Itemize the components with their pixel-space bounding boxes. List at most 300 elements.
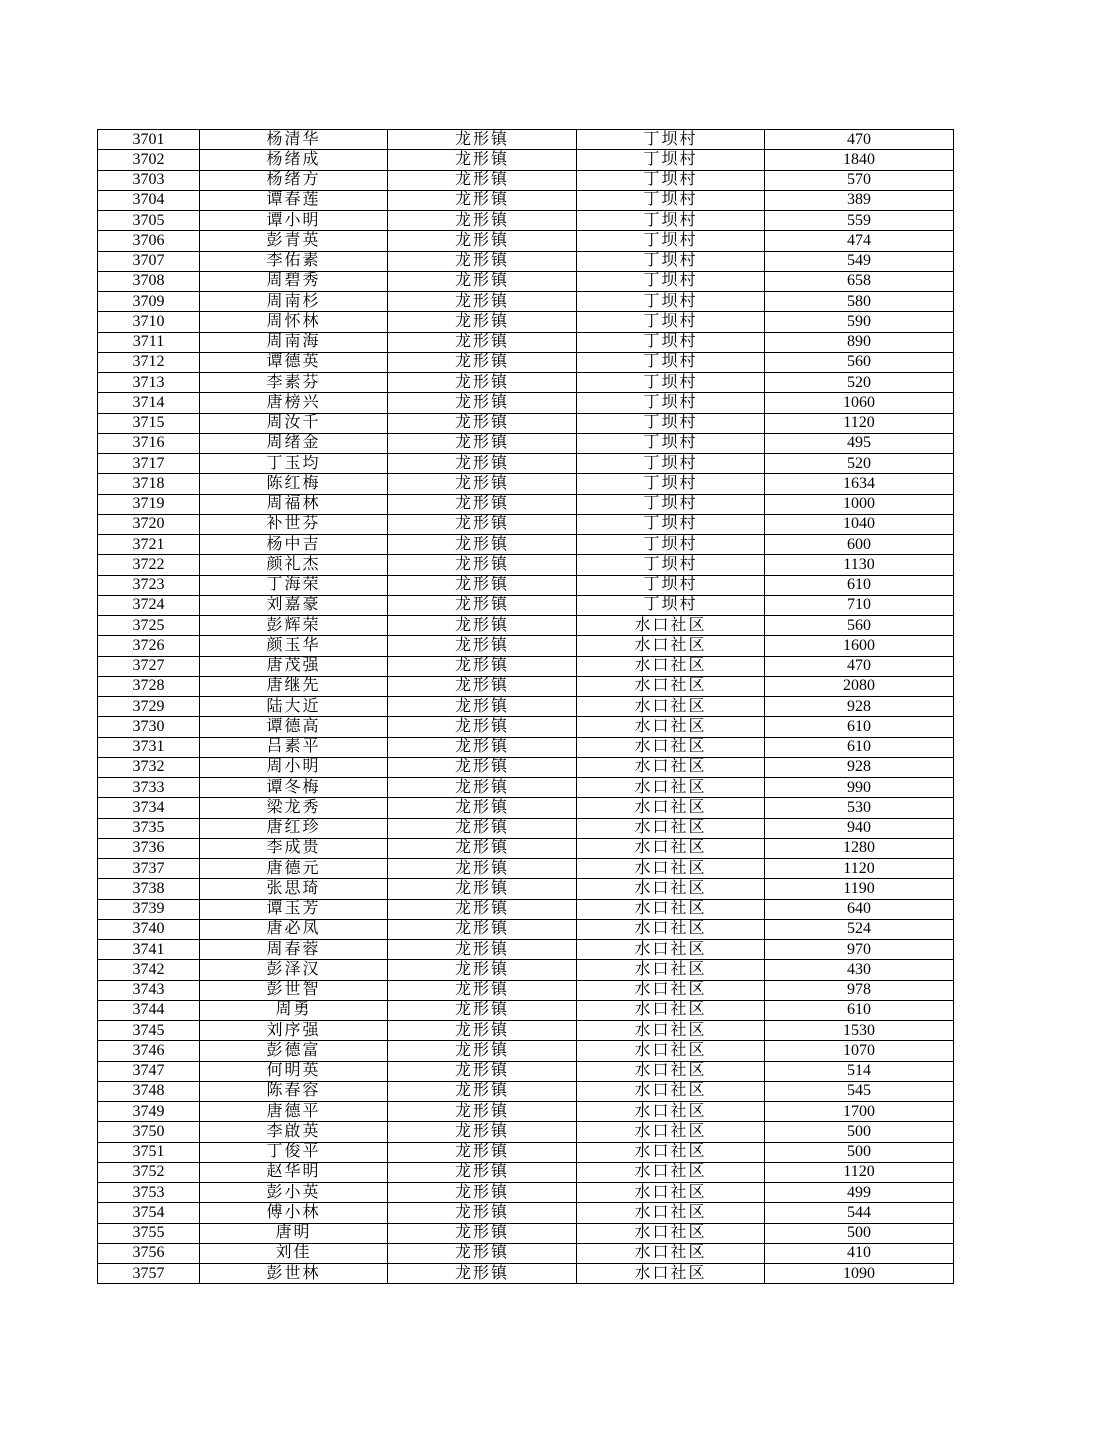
- cell-village: 丁坝村: [577, 352, 765, 372]
- cell-amount: 500: [765, 1142, 954, 1162]
- cell-amount: 1840: [765, 150, 954, 170]
- cell-village: 丁坝村: [577, 312, 765, 332]
- table-row: [98, 717, 954, 737]
- cell-id: 3704: [98, 190, 200, 210]
- cell-town: 龙形镇: [388, 1223, 577, 1243]
- cell-village: 水口社区: [577, 717, 765, 737]
- table-row: [98, 899, 954, 919]
- cell-village: 丁坝村: [577, 332, 765, 352]
- cell-amount: 1280: [765, 838, 954, 858]
- cell-amount: 559: [765, 211, 954, 231]
- cell-village: 水口社区: [577, 676, 765, 696]
- cell-village: 丁坝村: [577, 433, 765, 453]
- cell-town: 龙形镇: [388, 433, 577, 453]
- cell-town: 龙形镇: [388, 818, 577, 838]
- cell-village: 丁坝村: [577, 413, 765, 433]
- table-row: [98, 919, 954, 939]
- cell-id: 3724: [98, 595, 200, 615]
- cell-village: 水口社区: [577, 1142, 765, 1162]
- cell-town: 龙形镇: [388, 494, 577, 514]
- cell-name: 彭世林: [200, 1264, 388, 1284]
- cell-town: 龙形镇: [388, 373, 577, 393]
- cell-village: 水口社区: [577, 1203, 765, 1223]
- cell-id: 3739: [98, 899, 200, 919]
- cell-village: 水口社区: [577, 1061, 765, 1081]
- cell-amount: 549: [765, 251, 954, 271]
- cell-village: 丁坝村: [577, 150, 765, 170]
- cell-amount: 470: [765, 656, 954, 676]
- cell-town: 龙形镇: [388, 271, 577, 291]
- cell-village: 水口社区: [577, 838, 765, 858]
- table-row: [98, 838, 954, 858]
- table-row: [98, 1162, 954, 1182]
- cell-amount: 1090: [765, 1264, 954, 1284]
- cell-town: 龙形镇: [388, 960, 577, 980]
- cell-amount: 940: [765, 818, 954, 838]
- cell-village: 水口社区: [577, 899, 765, 919]
- cell-village: 水口社区: [577, 778, 765, 798]
- cell-village: 丁坝村: [577, 555, 765, 575]
- cell-id: 3727: [98, 656, 200, 676]
- cell-amount: 389: [765, 190, 954, 210]
- cell-id: 3735: [98, 818, 200, 838]
- cell-amount: 1700: [765, 1102, 954, 1122]
- table-row: [98, 150, 954, 170]
- cell-id: 3748: [98, 1081, 200, 1101]
- cell-town: 龙形镇: [388, 838, 577, 858]
- cell-id: 3702: [98, 150, 200, 170]
- table-row: [98, 211, 954, 231]
- cell-amount: 520: [765, 454, 954, 474]
- cell-town: 龙形镇: [388, 352, 577, 372]
- cell-name: 彭泽汉: [200, 960, 388, 980]
- cell-id: 3731: [98, 737, 200, 757]
- cell-village: 水口社区: [577, 818, 765, 838]
- cell-name: 刘序强: [200, 1021, 388, 1041]
- cell-amount: 560: [765, 616, 954, 636]
- cell-amount: 978: [765, 980, 954, 1000]
- cell-amount: 1060: [765, 393, 954, 413]
- cell-name: 丁玉均: [200, 454, 388, 474]
- cell-town: 龙形镇: [388, 1061, 577, 1081]
- cell-village: 水口社区: [577, 1264, 765, 1284]
- cell-town: 龙形镇: [388, 778, 577, 798]
- cell-village: 丁坝村: [577, 271, 765, 291]
- cell-id: 3738: [98, 879, 200, 899]
- cell-id: 3709: [98, 292, 200, 312]
- cell-id: 3725: [98, 616, 200, 636]
- cell-town: 龙形镇: [388, 1203, 577, 1223]
- cell-town: 龙形镇: [388, 474, 577, 494]
- cell-village: 丁坝村: [577, 393, 765, 413]
- table-row: [98, 393, 954, 413]
- cell-village: 丁坝村: [577, 535, 765, 555]
- table-row: [98, 1102, 954, 1122]
- cell-amount: 560: [765, 352, 954, 372]
- cell-amount: 1190: [765, 879, 954, 899]
- cell-village: 丁坝村: [577, 190, 765, 210]
- cell-id: 3701: [98, 130, 200, 150]
- cell-name: 颜礼杰: [200, 555, 388, 575]
- table-row: [98, 940, 954, 960]
- cell-name: 陆大近: [200, 697, 388, 717]
- cell-village: 水口社区: [577, 1102, 765, 1122]
- cell-name: 杨绪成: [200, 150, 388, 170]
- cell-id: 3729: [98, 697, 200, 717]
- cell-name: 周勇: [200, 1000, 388, 1020]
- cell-village: 水口社区: [577, 1081, 765, 1101]
- cell-amount: 430: [765, 960, 954, 980]
- cell-id: 3718: [98, 474, 200, 494]
- table-row: [98, 271, 954, 291]
- cell-amount: 1070: [765, 1041, 954, 1061]
- cell-town: 龙形镇: [388, 636, 577, 656]
- cell-amount: 1120: [765, 859, 954, 879]
- table-row: [98, 352, 954, 372]
- cell-village: 水口社区: [577, 697, 765, 717]
- cell-town: 龙形镇: [388, 656, 577, 676]
- table-body: [98, 130, 954, 1284]
- cell-town: 龙形镇: [388, 940, 577, 960]
- cell-id: 3717: [98, 454, 200, 474]
- cell-id: 3723: [98, 575, 200, 595]
- cell-village: 丁坝村: [577, 373, 765, 393]
- cell-amount: 610: [765, 1000, 954, 1020]
- table-row: [98, 1081, 954, 1101]
- cell-town: 龙形镇: [388, 737, 577, 757]
- cell-name: 傅小林: [200, 1203, 388, 1223]
- cell-name: 李成贵: [200, 838, 388, 858]
- cell-name: 彭辉荣: [200, 616, 388, 636]
- cell-amount: 890: [765, 332, 954, 352]
- cell-name: 唐德平: [200, 1102, 388, 1122]
- data-table: [97, 129, 954, 1284]
- cell-village: 水口社区: [577, 940, 765, 960]
- cell-amount: 610: [765, 737, 954, 757]
- cell-village: 水口社区: [577, 1041, 765, 1061]
- cell-village: 丁坝村: [577, 514, 765, 534]
- cell-id: 3747: [98, 1061, 200, 1081]
- cell-village: 丁坝村: [577, 454, 765, 474]
- cell-id: 3734: [98, 798, 200, 818]
- cell-name: 彭小英: [200, 1183, 388, 1203]
- table-row: [98, 433, 954, 453]
- cell-town: 龙形镇: [388, 1081, 577, 1101]
- cell-town: 龙形镇: [388, 757, 577, 777]
- cell-name: 唐继先: [200, 676, 388, 696]
- table-row: [98, 757, 954, 777]
- cell-village: 水口社区: [577, 798, 765, 818]
- cell-amount: 1000: [765, 494, 954, 514]
- cell-town: 龙形镇: [388, 170, 577, 190]
- cell-name: 丁俊平: [200, 1142, 388, 1162]
- table-row: [98, 960, 954, 980]
- cell-name: 谭春莲: [200, 190, 388, 210]
- cell-town: 龙形镇: [388, 919, 577, 939]
- cell-town: 龙形镇: [388, 1021, 577, 1041]
- cell-amount: 530: [765, 798, 954, 818]
- cell-town: 龙形镇: [388, 616, 577, 636]
- cell-amount: 610: [765, 575, 954, 595]
- cell-village: 水口社区: [577, 879, 765, 899]
- cell-name: 杨绪方: [200, 170, 388, 190]
- cell-town: 龙形镇: [388, 676, 577, 696]
- cell-amount: 2080: [765, 676, 954, 696]
- cell-amount: 990: [765, 778, 954, 798]
- cell-town: 龙形镇: [388, 798, 577, 818]
- cell-id: 3757: [98, 1264, 200, 1284]
- cell-amount: 570: [765, 170, 954, 190]
- cell-amount: 1530: [765, 1021, 954, 1041]
- cell-amount: 500: [765, 1223, 954, 1243]
- cell-id: 3746: [98, 1041, 200, 1061]
- cell-town: 龙形镇: [388, 312, 577, 332]
- cell-name: 杨清华: [200, 130, 388, 150]
- cell-name: 唐德元: [200, 859, 388, 879]
- cell-town: 龙形镇: [388, 413, 577, 433]
- cell-town: 龙形镇: [388, 717, 577, 737]
- cell-town: 龙形镇: [388, 332, 577, 352]
- cell-town: 龙形镇: [388, 393, 577, 413]
- cell-id: 3737: [98, 859, 200, 879]
- cell-village: 水口社区: [577, 1223, 765, 1243]
- cell-name: 谭冬梅: [200, 778, 388, 798]
- table-row: [98, 595, 954, 615]
- cell-amount: 410: [765, 1243, 954, 1263]
- cell-village: 水口社区: [577, 1000, 765, 1020]
- cell-name: 唐茂强: [200, 656, 388, 676]
- cell-village: 水口社区: [577, 1021, 765, 1041]
- cell-amount: 1634: [765, 474, 954, 494]
- cell-town: 龙形镇: [388, 150, 577, 170]
- cell-id: 3743: [98, 980, 200, 1000]
- cell-town: 龙形镇: [388, 1102, 577, 1122]
- cell-name: 颜玉华: [200, 636, 388, 656]
- table-row: [98, 373, 954, 393]
- cell-id: 3722: [98, 555, 200, 575]
- cell-name: 周南杉: [200, 292, 388, 312]
- cell-village: 水口社区: [577, 656, 765, 676]
- cell-id: 3744: [98, 1000, 200, 1020]
- table-row: [98, 575, 954, 595]
- cell-amount: 1600: [765, 636, 954, 656]
- cell-village: 丁坝村: [577, 575, 765, 595]
- cell-id: 3714: [98, 393, 200, 413]
- cell-amount: 1120: [765, 1162, 954, 1182]
- cell-name: 周南海: [200, 332, 388, 352]
- cell-village: 水口社区: [577, 960, 765, 980]
- cell-id: 3707: [98, 251, 200, 271]
- cell-id: 3740: [98, 919, 200, 939]
- table-row: [98, 454, 954, 474]
- table-row: [98, 636, 954, 656]
- cell-amount: 495: [765, 433, 954, 453]
- cell-name: 张思琦: [200, 879, 388, 899]
- cell-id: 3745: [98, 1021, 200, 1041]
- table-row: [98, 1183, 954, 1203]
- cell-village: 丁坝村: [577, 494, 765, 514]
- cell-amount: 524: [765, 919, 954, 939]
- cell-name: 赵华明: [200, 1162, 388, 1182]
- cell-village: 丁坝村: [577, 130, 765, 150]
- cell-town: 龙形镇: [388, 899, 577, 919]
- table-row: [98, 292, 954, 312]
- cell-id: 3713: [98, 373, 200, 393]
- table-row: [98, 656, 954, 676]
- cell-name: 谭德高: [200, 717, 388, 737]
- table-row: [98, 676, 954, 696]
- cell-id: 3728: [98, 676, 200, 696]
- table-row: [98, 1041, 954, 1061]
- cell-name: 周绪金: [200, 433, 388, 453]
- cell-amount: 499: [765, 1183, 954, 1203]
- cell-amount: 1040: [765, 514, 954, 534]
- cell-name: 唐明: [200, 1223, 388, 1243]
- cell-id: 3712: [98, 352, 200, 372]
- cell-amount: 1130: [765, 555, 954, 575]
- cell-id: 3719: [98, 494, 200, 514]
- cell-id: 3749: [98, 1102, 200, 1122]
- cell-name: 谭德英: [200, 352, 388, 372]
- cell-town: 龙形镇: [388, 859, 577, 879]
- cell-name: 周小明: [200, 757, 388, 777]
- cell-amount: 580: [765, 292, 954, 312]
- cell-town: 龙形镇: [388, 879, 577, 899]
- table-row: [98, 190, 954, 210]
- cell-town: 龙形镇: [388, 697, 577, 717]
- cell-village: 丁坝村: [577, 211, 765, 231]
- table-row: [98, 778, 954, 798]
- cell-amount: 658: [765, 271, 954, 291]
- cell-town: 龙形镇: [388, 454, 577, 474]
- table-row: [98, 312, 954, 332]
- cell-village: 水口社区: [577, 1183, 765, 1203]
- table-row: [98, 514, 954, 534]
- cell-amount: 970: [765, 940, 954, 960]
- cell-town: 龙形镇: [388, 575, 577, 595]
- cell-town: 龙形镇: [388, 1243, 577, 1263]
- table-row: [98, 798, 954, 818]
- cell-town: 龙形镇: [388, 1000, 577, 1020]
- cell-id: 3726: [98, 636, 200, 656]
- table-row: [98, 474, 954, 494]
- cell-amount: 1120: [765, 413, 954, 433]
- cell-amount: 928: [765, 697, 954, 717]
- cell-id: 3705: [98, 211, 200, 231]
- cell-name: 周福林: [200, 494, 388, 514]
- cell-id: 3742: [98, 960, 200, 980]
- cell-town: 龙形镇: [388, 292, 577, 312]
- cell-name: 唐红珍: [200, 818, 388, 838]
- cell-village: 丁坝村: [577, 595, 765, 615]
- cell-village: 丁坝村: [577, 251, 765, 271]
- table-row: [98, 251, 954, 271]
- cell-id: 3721: [98, 535, 200, 555]
- cell-name: 彭德富: [200, 1041, 388, 1061]
- cell-amount: 710: [765, 595, 954, 615]
- cell-town: 龙形镇: [388, 190, 577, 210]
- table-row: [98, 1061, 954, 1081]
- table-row: [98, 697, 954, 717]
- cell-id: 3733: [98, 778, 200, 798]
- cell-town: 龙形镇: [388, 231, 577, 251]
- cell-village: 水口社区: [577, 636, 765, 656]
- cell-village: 水口社区: [577, 1243, 765, 1263]
- cell-village: 丁坝村: [577, 292, 765, 312]
- cell-amount: 470: [765, 130, 954, 150]
- cell-name: 唐必凤: [200, 919, 388, 939]
- cell-amount: 928: [765, 757, 954, 777]
- table-row: [98, 130, 954, 150]
- cell-id: 3706: [98, 231, 200, 251]
- cell-town: 龙形镇: [388, 251, 577, 271]
- cell-name: 李佑素: [200, 251, 388, 271]
- cell-name: 彭青英: [200, 231, 388, 251]
- table-row: [98, 231, 954, 251]
- table-row: [98, 1021, 954, 1041]
- cell-village: 丁坝村: [577, 231, 765, 251]
- table-row: [98, 555, 954, 575]
- table-row: [98, 1000, 954, 1020]
- table-row: [98, 1223, 954, 1243]
- table-row: [98, 535, 954, 555]
- cell-amount: 520: [765, 373, 954, 393]
- cell-amount: 474: [765, 231, 954, 251]
- cell-id: 3751: [98, 1142, 200, 1162]
- cell-amount: 590: [765, 312, 954, 332]
- cell-id: 3715: [98, 413, 200, 433]
- table-row: [98, 818, 954, 838]
- cell-name: 陈春容: [200, 1081, 388, 1101]
- table-row: [98, 737, 954, 757]
- cell-name: 梁龙秀: [200, 798, 388, 818]
- table-row: [98, 980, 954, 1000]
- table-row: [98, 1122, 954, 1142]
- cell-id: 3750: [98, 1122, 200, 1142]
- cell-name: 刘佳: [200, 1243, 388, 1263]
- cell-id: 3753: [98, 1183, 200, 1203]
- cell-amount: 514: [765, 1061, 954, 1081]
- cell-name: 杨中吉: [200, 535, 388, 555]
- cell-amount: 640: [765, 899, 954, 919]
- cell-name: 周春蓉: [200, 940, 388, 960]
- cell-name: 周碧秀: [200, 271, 388, 291]
- cell-village: 水口社区: [577, 919, 765, 939]
- cell-name: 谭玉芳: [200, 899, 388, 919]
- table-row: [98, 494, 954, 514]
- cell-name: 唐榜兴: [200, 393, 388, 413]
- cell-village: 丁坝村: [577, 170, 765, 190]
- cell-id: 3720: [98, 514, 200, 534]
- table-row: [98, 1243, 954, 1263]
- cell-village: 水口社区: [577, 980, 765, 1000]
- cell-town: 龙形镇: [388, 535, 577, 555]
- cell-name: 周怀林: [200, 312, 388, 332]
- cell-id: 3708: [98, 271, 200, 291]
- cell-name: 刘嘉豪: [200, 595, 388, 615]
- cell-id: 3752: [98, 1162, 200, 1182]
- cell-town: 龙形镇: [388, 514, 577, 534]
- table-row: [98, 616, 954, 636]
- table-row: [98, 413, 954, 433]
- cell-village: 丁坝村: [577, 474, 765, 494]
- cell-town: 龙形镇: [388, 555, 577, 575]
- cell-name: 周汝千: [200, 413, 388, 433]
- cell-village: 水口社区: [577, 1162, 765, 1182]
- cell-name: 丁海荣: [200, 575, 388, 595]
- table-row: [98, 332, 954, 352]
- table-row: [98, 1142, 954, 1162]
